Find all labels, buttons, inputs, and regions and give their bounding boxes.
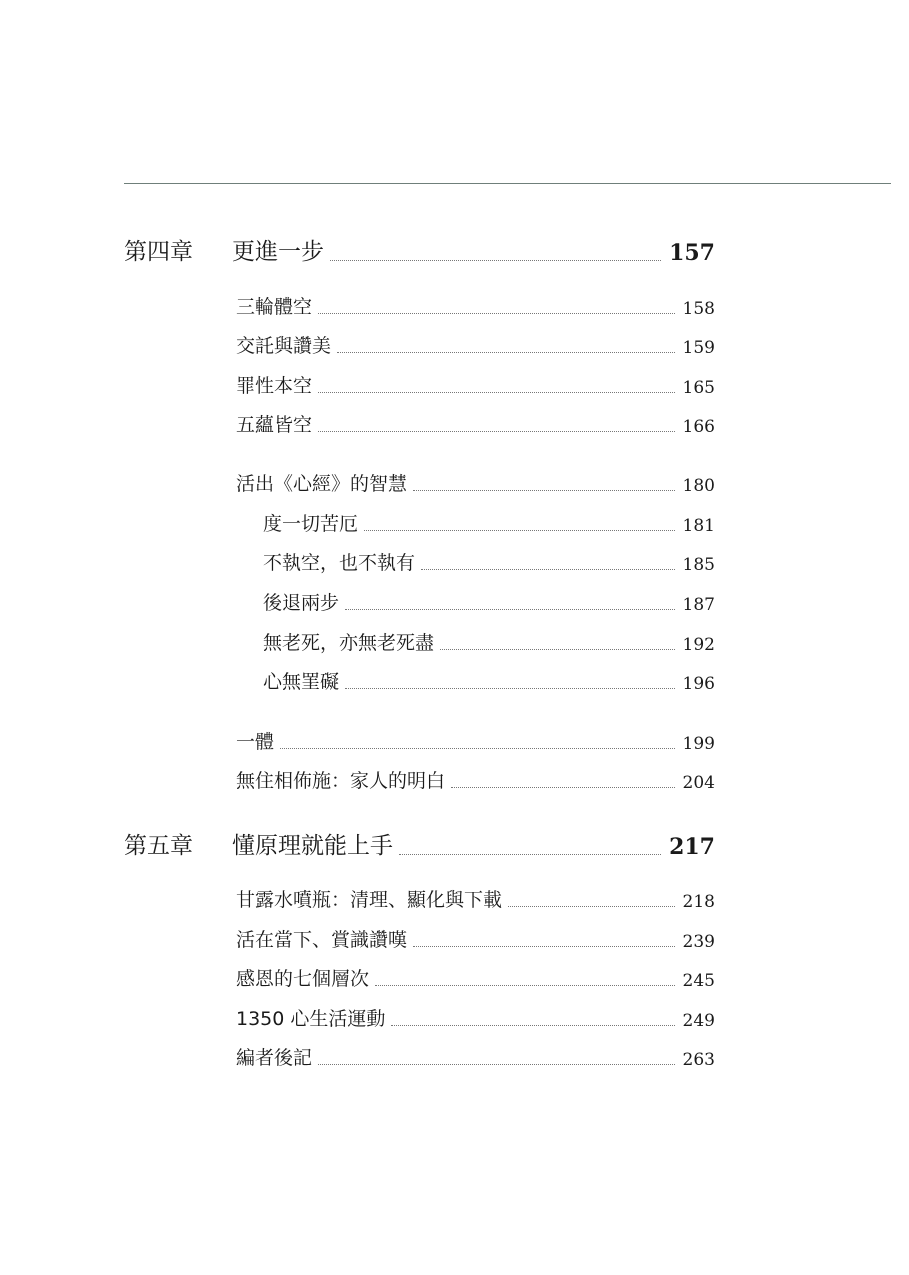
entry-page-number: 263	[682, 1050, 715, 1070]
dot-leader	[440, 649, 675, 650]
toc-subentry[interactable]	[263, 547, 715, 575]
entry-page-number: 249	[682, 1011, 715, 1031]
entry-title: 甘露水噴瓶：清理、顯化與下載	[236, 889, 503, 911]
entry-page-number: 165	[682, 378, 715, 398]
entry-title: 無住相佈施：家人的明白	[236, 770, 446, 792]
subentry-title: 度一切苦厄	[263, 513, 359, 535]
entry-page-number: 159	[682, 338, 715, 358]
entry-page-number: 199	[682, 734, 715, 754]
entry-title: 編者後記	[236, 1047, 313, 1069]
entry-page-number: 218	[682, 892, 715, 912]
chapter-number: 第五章	[124, 833, 193, 859]
top-rule	[124, 183, 891, 184]
toc-entry[interactable]	[236, 924, 715, 952]
entry-page-number: 204	[682, 773, 715, 793]
dot-leader	[330, 260, 661, 261]
dot-leader	[280, 748, 675, 749]
toc-entry[interactable]	[236, 726, 715, 754]
dot-leader	[345, 688, 675, 689]
toc-subentry[interactable]	[263, 587, 715, 615]
toc-subentry[interactable]	[263, 627, 715, 655]
entry-title: 三輪體空	[236, 296, 313, 318]
subentry-page-number: 181	[682, 516, 715, 536]
toc-subentry[interactable]	[263, 508, 715, 536]
subentry-page-number: 192	[682, 635, 715, 655]
toc-chapter-4[interactable]	[124, 232, 715, 266]
dot-leader	[399, 854, 661, 855]
dot-leader	[413, 490, 675, 491]
dot-leader	[345, 609, 675, 610]
toc-entry[interactable]	[236, 330, 715, 358]
dot-leader	[318, 392, 675, 393]
toc-entry[interactable]	[236, 468, 715, 496]
chapter-title: 懂原理就能上手	[232, 833, 393, 859]
chapter-page-number: 217	[669, 834, 715, 860]
entry-title: 五蘊皆空	[236, 414, 313, 436]
toc-entry[interactable]	[236, 963, 715, 991]
dot-leader	[318, 431, 675, 432]
entry-page-number: 158	[682, 299, 715, 319]
entry-title: 活出《心經》的智慧	[236, 473, 408, 495]
dot-leader	[318, 1064, 675, 1065]
dot-leader	[337, 352, 675, 353]
dot-leader	[364, 530, 675, 531]
toc-entry[interactable]	[236, 765, 715, 793]
toc-entry[interactable]	[236, 1003, 715, 1031]
entry-title: 一體	[236, 731, 275, 753]
entry-page-number: 166	[682, 417, 715, 437]
dot-leader	[508, 906, 675, 907]
subentry-page-number: 185	[682, 555, 715, 575]
entry-page-number: 245	[682, 971, 715, 991]
dot-leader	[391, 1025, 674, 1026]
subentry-title: 心無罣礙	[263, 671, 340, 693]
entry-title: 交託與讚美	[236, 335, 332, 357]
entry-title: 罪性本空	[236, 375, 313, 397]
toc-entry[interactable]	[236, 291, 715, 319]
entry-page-number: 239	[682, 932, 715, 952]
toc-entry[interactable]	[236, 1042, 715, 1070]
toc-subentry[interactable]	[263, 666, 715, 694]
entry-title: 感恩的七個層次	[236, 968, 370, 990]
chapter-page-number: 157	[669, 240, 715, 266]
subentry-page-number: 196	[682, 674, 715, 694]
dot-leader	[413, 946, 675, 947]
subentry-page-number: 187	[682, 595, 715, 615]
subentry-title: 不執空，也不執有	[263, 552, 416, 574]
subentry-title: 後退兩步	[263, 592, 340, 614]
entry-title: 活在當下、賞識讚嘆	[236, 929, 408, 951]
dot-leader	[421, 569, 675, 570]
toc-entry[interactable]	[236, 370, 715, 398]
toc-entry[interactable]	[236, 884, 715, 912]
chapter-number: 第四章	[124, 239, 193, 265]
entry-page-number: 180	[682, 476, 715, 496]
toc-entry[interactable]	[236, 409, 715, 437]
entry-title: 1350 心生活運動	[236, 1008, 386, 1030]
dot-leader	[451, 787, 675, 788]
chapter-title: 更進一步	[232, 239, 324, 265]
dot-leader	[375, 985, 675, 986]
dot-leader	[318, 313, 675, 314]
subentry-title: 無老死，亦無老死盡	[263, 632, 435, 654]
toc-chapter-5[interactable]	[124, 826, 715, 860]
